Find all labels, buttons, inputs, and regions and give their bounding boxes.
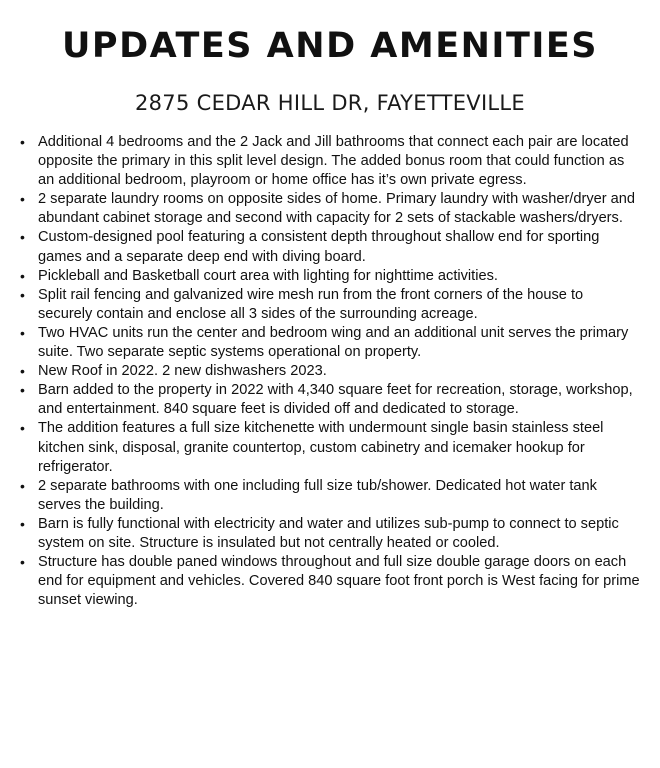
bullet-icon: • [20,134,25,150]
list-item [0,324,660,362]
list-item-text: Custom-designed pool featuring a consistent depth throughout shallow end for sporting games and a separate deep end with diving board. [38,229,600,265]
bullet-icon: • [20,554,25,571]
list-item [0,362,660,381]
amenities-list [0,133,660,610]
list-item-text: 2 separate laundry rooms on opposite sides of home. Primary laundry with washer/dryer and abundant cabinet storage and second with capacity for 2 sets of stackable washers/dryers. [38,191,636,227]
list-item [0,228,660,266]
list-item-text: Pickleball and Basketball court area with lighting for nighttime activities. [38,267,498,284]
list-item-text: Barn is fully functional with electricity and water and utilizes sub-pump to connect to septic system on site. Structure is insulated but not centrally heated or cooled. [38,515,619,551]
list-item-text: New Roof in 2022. 2 new dishwashers 2023. [38,363,327,380]
bullet-icon: • [20,286,25,303]
bullet-icon: • [20,382,25,399]
list-item [0,553,660,610]
bullet-icon: • [20,363,25,380]
bullet-icon: • [20,477,25,494]
list-item-text: The addition features a full size kitchenette with undermount single basin stainless steel kitchen sink, disposal, granite countertop, custom cabinetry and icemaker hookup for refrigerator. [38,420,604,475]
bullet-icon: • [20,515,25,532]
bullet-icon: • [20,267,25,284]
list-item-text: Two HVAC units run the center and bedroom wing and an additional unit serves the primary suite. Two separate septic systems operational on property. [38,324,629,361]
bullet-icon: • [20,191,25,208]
list-item [0,515,660,553]
list-item [0,286,660,324]
page-title: UPDATES AND AMENITIES [62,26,598,66]
list-item [0,381,660,419]
property-address: 2875 CEDAR HILL DR, FAYETTEVILLE [134,91,526,115]
list-item-text: Structure has double paned windows throughout and full size double garage doors on each end for equipment and vehicles. Covered 840 square foot front porch is West facing for prime sunset viewing. [38,554,640,609]
list-item-text: 2 separate bathrooms with one including full size tub/shower. Dedicated hot water tank serves the building. [38,477,597,513]
list-item-text: Split rail fencing and galvanized wire mesh run from the front corners of the house to securely contain and enclose all 3 sides of the surrounding acreage. [38,286,584,322]
list-item [0,267,660,286]
list-item [0,133,660,190]
list-item [0,477,660,515]
list-item-text: Additional 4 bedrooms and the 2 Jack and Jill bathrooms that connect each pair are located opposite the primary in this split level design. The added bonus room that could function as an additional bedroom, playroom or home office has it’s own private egress. [38,134,629,189]
bullet-icon: • [20,229,25,246]
bullet-icon: • [20,420,25,437]
list-item-text: Barn added to the property in 2022 with 4,340 square feet for recreation, storage, workshop, and entertainment. 840 square feet is divided off and dedicated to storage. [38,382,633,418]
list-item [0,419,660,476]
list-item [0,190,660,228]
bullet-icon: • [20,324,25,341]
